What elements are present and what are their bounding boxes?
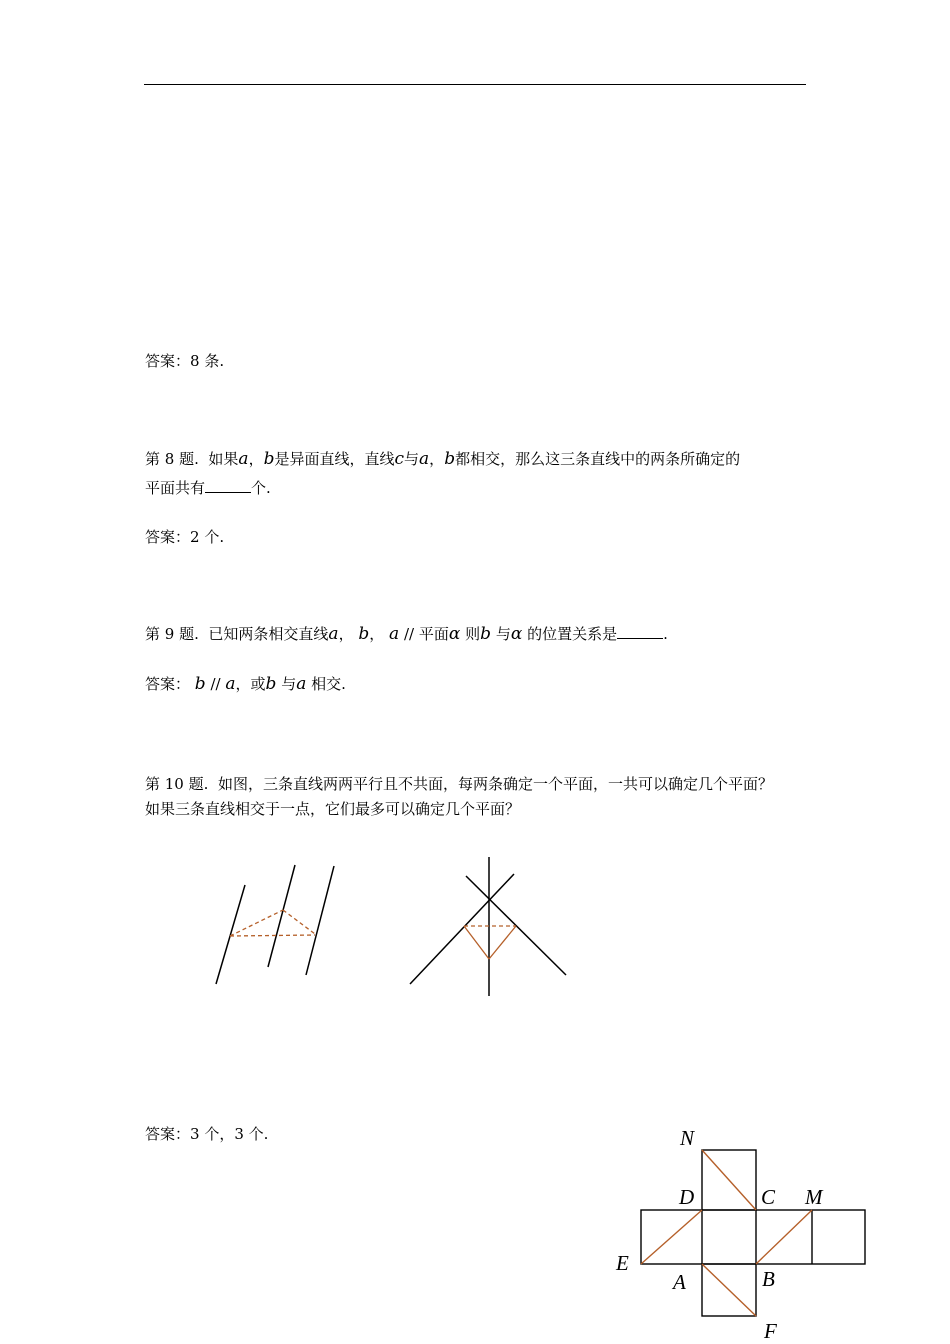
var-c: c <box>394 449 405 469</box>
concurrent-triangle <box>464 926 516 959</box>
label-B: B <box>762 1267 775 1291</box>
question-9-answer: 答案： b // a，或b 与a 相交. <box>145 674 346 694</box>
question-9-number: 第 9 题. <box>145 625 199 643</box>
label-E: E <box>616 1251 629 1275</box>
label-M: M <box>805 1185 823 1209</box>
cube-net-labels <box>615 1126 824 1343</box>
diagonal-line-2 <box>410 874 514 984</box>
net-middle-strip <box>641 1210 865 1264</box>
question-8-line-1: 第 8 题. 如果a，b是异面直线，直线c与a，b都相交，那么这三条直线中的两条所确定的 <box>145 449 741 469</box>
question-10-line-1: 第 10 题. 如图，三条直线两两平行且不共面，每两条确定一个平面，一共可以确定几个平面？ <box>145 775 773 793</box>
var-a: a <box>238 449 249 469</box>
question-8-number: 第 8 题. <box>145 450 199 468</box>
previous-answer: 答案：8 条. <box>145 352 225 370</box>
label-F: F <box>764 1319 777 1343</box>
var-b: b <box>263 449 275 469</box>
label-A: A <box>673 1270 686 1294</box>
question-10-number: 第 10 题. <box>145 775 209 793</box>
label-C: C <box>761 1185 776 1209</box>
parallel-dashed-triangle <box>230 910 315 936</box>
question-8-answer: 答案：2 个. <box>145 528 225 546</box>
cube-net-diagonals <box>641 1150 812 1316</box>
question-10-answer: 答案：3 个，3 个. <box>145 1125 269 1143</box>
question-9-line: 第 9 题. 已知两条相交直线a， b， a // 平面α 则b 与α 的位置关系是 . <box>145 624 668 644</box>
parallel-line-1 <box>216 885 245 984</box>
parallel-line-3 <box>306 866 334 975</box>
question-8-line-2: 平面共有 个. <box>145 479 271 497</box>
label-D: D <box>679 1185 695 1209</box>
label-N: N <box>680 1126 695 1150</box>
parallel-lines-figure <box>216 865 334 984</box>
question-10-line-2: 如果三条直线相交于一点，它们最多可以确定几个平面？ <box>145 800 521 818</box>
